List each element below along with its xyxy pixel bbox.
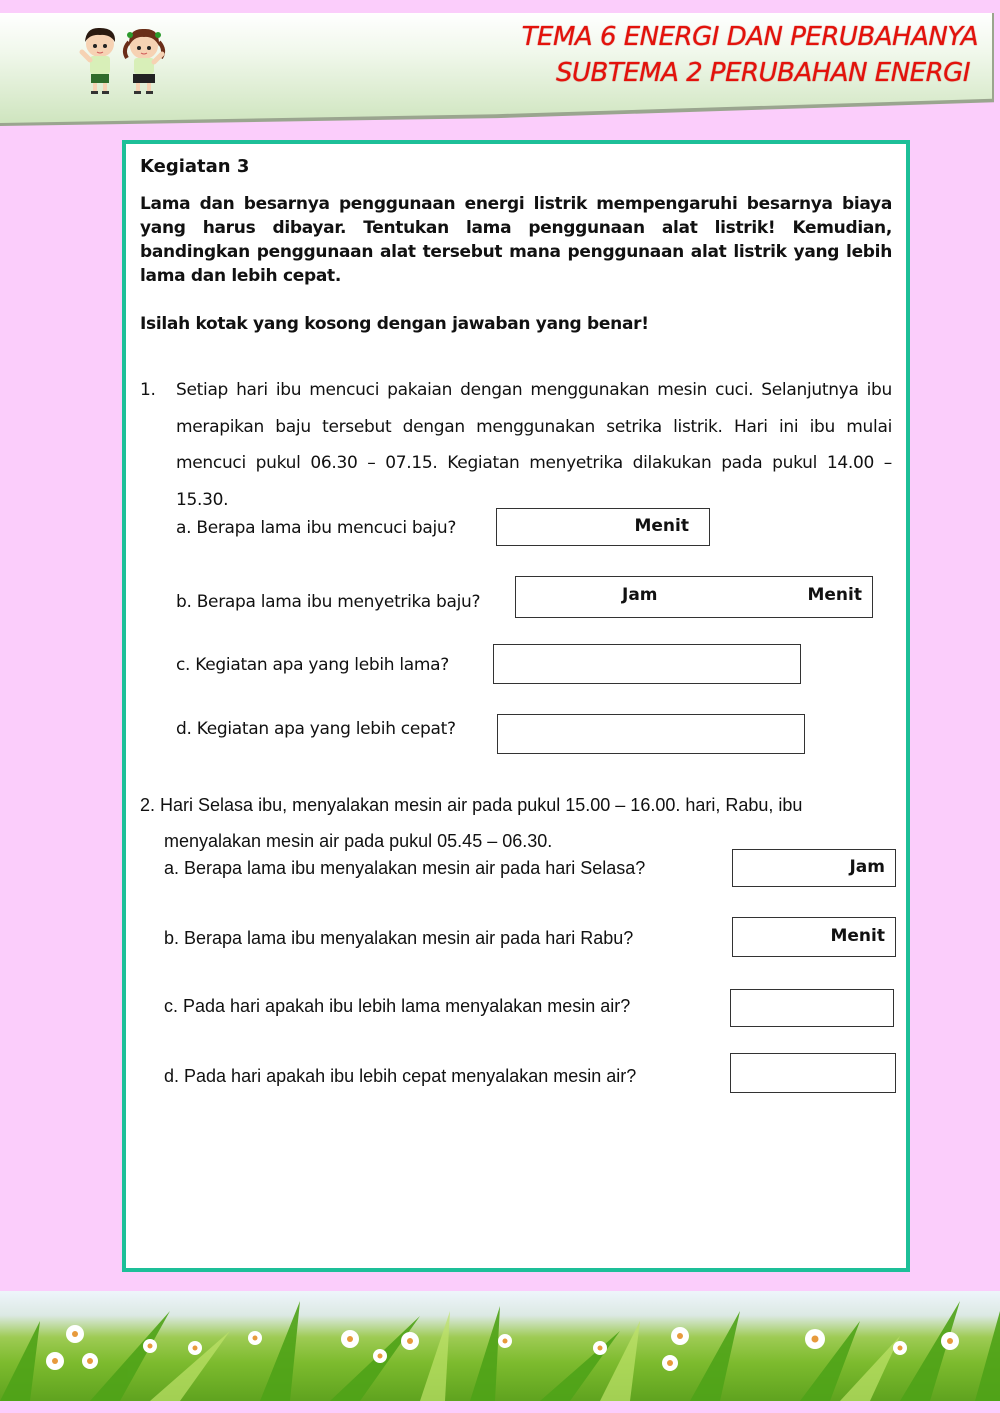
question-1-number: 1. [140,380,156,400]
q2a-answer-box[interactable] [732,849,896,887]
q2b-unit-menit: Menit [830,926,885,946]
subtheme-title: SUBTEMA 2 PERUBAHAN ENERGI [555,58,970,88]
activity-intro: Lama dan besarnya penggunaan energi listrik mempengaruhi besarnya biaya yang harus dibayar. Tentukan lama penggunaan alat listrik! Kemudian, bandingkan penggunaan alat tersebut mana penggunaan alat listrik yang lebih lama dan lebih cepat. [140,194,892,286]
activity-heading: Kegiatan 3 [140,156,250,177]
q2a-unit-jam: Jam [849,857,885,877]
q1b-answer-box[interactable] [515,576,873,618]
q2a-label: a. Berapa lama ibu menyalakan mesin air pada hari Selasa? [164,858,646,878]
q1c-answer-box[interactable] [493,644,801,684]
q1a-unit-menit: Menit [634,516,689,536]
question-2-number: 2. [140,795,156,815]
q1b-label: b. Berapa lama ibu menyetrika baju? [176,592,481,612]
q2c-label: c. Pada hari apakah ibu lebih lama menyalakan mesin air? [164,996,631,1016]
q2b-answer-box[interactable] [732,917,896,957]
q1d-label: d. Kegiatan apa yang lebih cepat? [176,719,456,739]
grass-and-daisies-icon [0,1291,1000,1401]
q1a-label: a. Berapa lama ibu mencuci baju? [176,518,457,538]
theme-title: TEMA 6 ENERGI DAN PERUBAHANYA [521,22,978,52]
two-kids-illustration-icon [72,22,172,102]
question-2-text-line2: menyalakan mesin air pada pukul 05.45 – 06.30. [164,831,553,851]
q2d-answer-box[interactable] [730,1053,896,1093]
q2d-label: d. Pada hari apakah ibu lebih cepat menyalakan mesin air? [164,1066,637,1086]
q1d-answer-box[interactable] [497,714,805,754]
question-2-text-line1: Hari Selasa ibu, menyalakan mesin air pada pukul 15.00 – 16.00. hari, Rabu, ibu [160,795,803,815]
daisies [46,1325,959,1371]
q1c-label: c. Kegiatan apa yang lebih lama? [176,655,450,675]
worksheet-card [122,140,910,1272]
grass-banner [0,1291,1000,1401]
question-1-text: Setiap hari ibu mencuci pakaian dengan menggunakan mesin cuci. Selanjutnya ibu merapikan baju tersebut dengan menggunakan setrika listrik. Hari ini ibu mulai mencuci pukul 06.30 – 07.15. Kegiatan menyetrika dilakukan pada pukul 14.00 – 15.30. [176,380,892,510]
q1b-unit-menit: Menit [807,585,862,605]
question-1 [140,372,892,518]
q2c-answer-box[interactable] [730,989,894,1027]
activity-instruction: Isilah kotak yang kosong dengan jawaban yang benar! [140,314,649,334]
q1a-answer-box[interactable] [496,508,710,546]
q1b-unit-jam: Jam [622,585,658,605]
q2b-label: b. Berapa lama ibu menyalakan mesin air pada hari Rabu? [164,928,634,948]
